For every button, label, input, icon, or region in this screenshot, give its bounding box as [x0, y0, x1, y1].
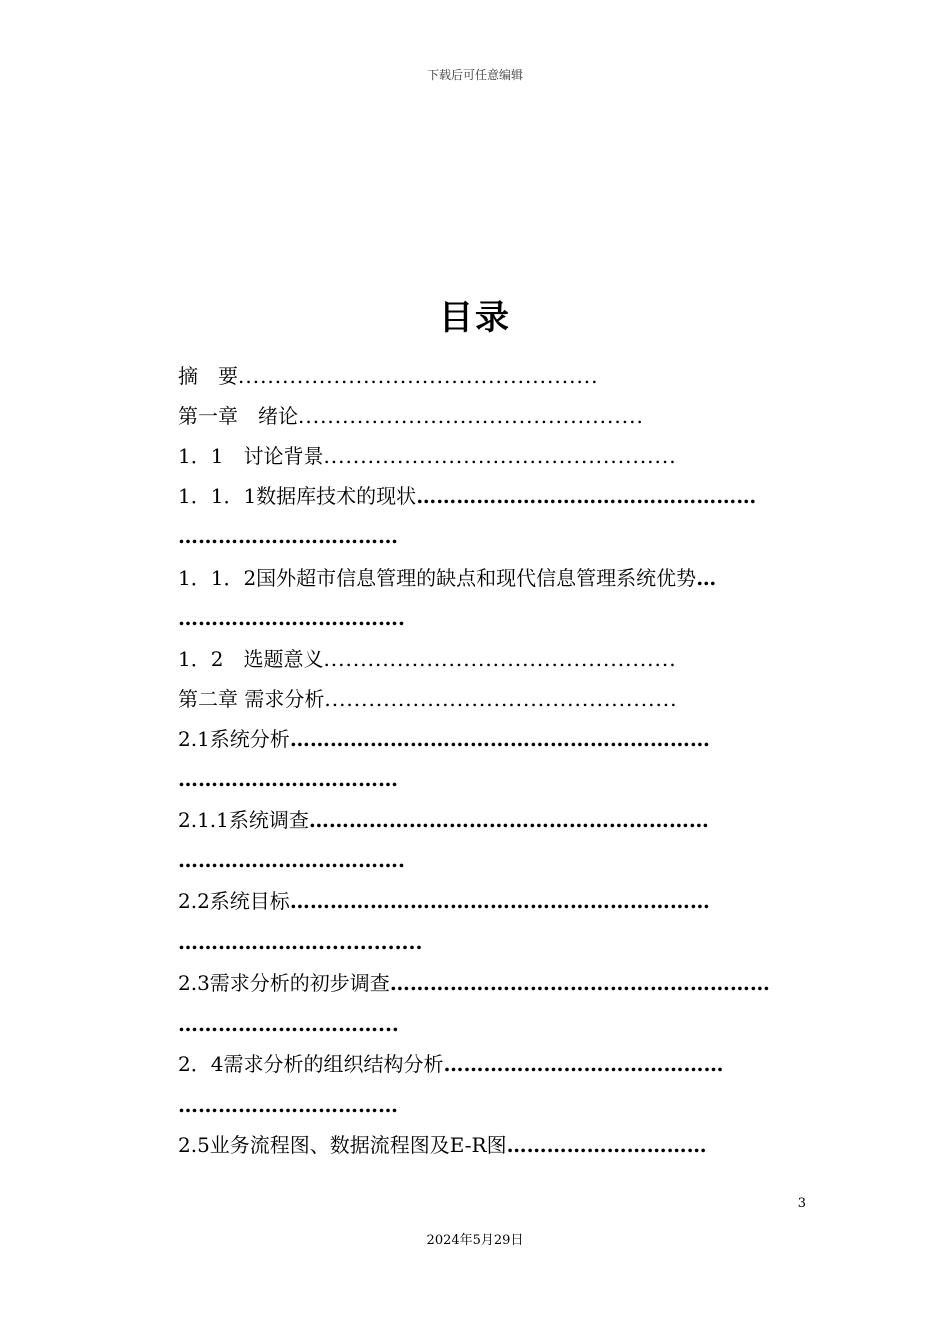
toc-leader-dots: …………………………… — [178, 1093, 398, 1117]
toc-leader-dots: ................................................ — [323, 647, 677, 671]
toc-entry-continuation — [178, 928, 800, 956]
toc-entry-label: 第二章 需求分析 — [178, 687, 325, 711]
toc-entry-label: 2.2系统目标 — [178, 889, 290, 913]
toc-entry-1-1-1[interactable] — [178, 482, 800, 510]
toc-leader-dots: ……………………………. — [178, 848, 405, 872]
toc-leader-dots: ……………………………………………………… — [289, 727, 710, 751]
toc-leader-dots: …………………………………… — [443, 1052, 724, 1076]
toc-entry-continuation — [178, 1091, 800, 1119]
toc-entry-2-1[interactable] — [178, 725, 800, 753]
toc-entry-label: 摘 要 — [178, 364, 238, 388]
toc-entry-continuation — [178, 765, 800, 793]
toc-leader-dots: ................................................ — [323, 444, 677, 468]
toc-entry-label: 2.3需求分析的初步调查 — [178, 971, 390, 995]
toc-entry-label: 2．4需求分析的组织结构分析 — [178, 1052, 444, 1076]
toc-leader-dots: …………………............... — [178, 930, 423, 954]
toc-entry-1-1[interactable] — [178, 442, 800, 470]
toc-entry-abstract[interactable] — [178, 362, 800, 390]
toc-entry-2-2[interactable] — [178, 887, 800, 915]
toc-leader-dots: ……………………………. — [178, 606, 405, 630]
toc-entry-continuation — [178, 522, 800, 550]
header-note: 下载后可任意编辑 — [426, 68, 523, 82]
toc-entry-ch1[interactable] — [178, 402, 800, 430]
page-title: 目录 — [439, 298, 511, 338]
toc-entry-label: 第一章 绪论 — [178, 404, 298, 428]
toc-entry-label: 2.1系统分析 — [178, 727, 290, 751]
toc-entry-1-1-2[interactable] — [178, 564, 800, 592]
toc-entry-label: 2.1.1系统调查 — [178, 808, 309, 832]
toc-entry-2-1-1[interactable] — [178, 806, 800, 834]
toc-entry-label: 1．1．1数据库技术的现状 — [178, 484, 417, 508]
toc-entry-continuation — [178, 1010, 800, 1038]
toc-leader-dots: … — [696, 566, 717, 590]
toc-leader-dots: ............................................... — [298, 404, 644, 428]
toc-entry-2-4[interactable] — [178, 1050, 800, 1078]
toc-entry-1-2[interactable] — [178, 645, 800, 673]
toc-entry-continuation — [178, 846, 800, 874]
toc-entry-label: 2.5业务流程图、数据流程图及E-R图 — [178, 1133, 507, 1157]
toc-leader-dots: …………………………... — [178, 1012, 399, 1036]
toc-leader-dots: ………………………………………………… — [389, 971, 770, 995]
toc-entry-2-5[interactable] — [178, 1131, 800, 1159]
toc-leader-dots: …………………………… — [178, 767, 398, 791]
toc-leader-dots: …………………………… — [178, 524, 398, 548]
toc-entry-label: 1．2 选题意义 — [178, 647, 324, 671]
footer-date: 2024年5月29日 — [426, 1233, 524, 1248]
toc-leader-dots: ................................................ — [324, 687, 678, 711]
toc-entry-label: 1．1．2国外超市信息管理的缺点和现代信息管理系统优势 — [178, 566, 697, 590]
page-number: 3 — [797, 1196, 806, 1211]
toc-leader-dots: …………………………………………………… — [308, 808, 709, 832]
toc-leader-dots: …………………………………………… — [416, 484, 757, 508]
toc-leader-dots: ………………………… — [506, 1133, 707, 1157]
toc-entry-ch2[interactable] — [178, 685, 800, 713]
toc-entry-label: 1．1 讨论背景 — [178, 444, 324, 468]
toc-leader-dots: ……………………………………………………… — [289, 889, 710, 913]
toc-entry-2-3[interactable] — [178, 969, 800, 997]
toc-leader-dots: ................................................. — [238, 364, 599, 388]
toc-entry-continuation — [178, 604, 800, 632]
